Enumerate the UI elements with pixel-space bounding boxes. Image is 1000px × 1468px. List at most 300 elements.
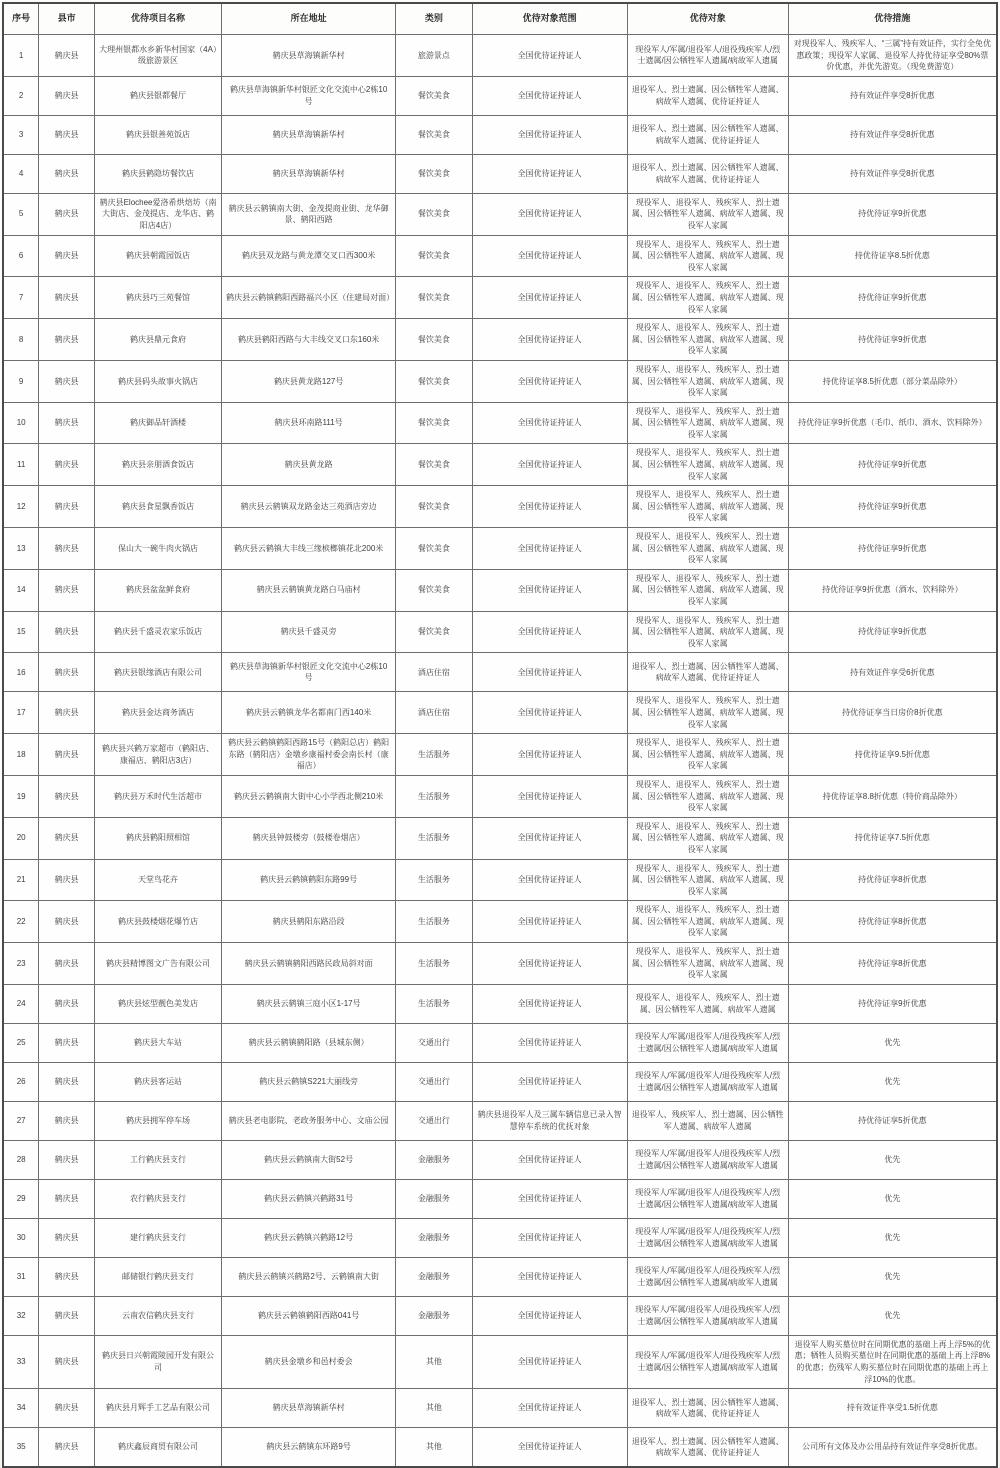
cell-county: 鹤庆县 [39, 115, 95, 154]
cell-county: 鹤庆县 [39, 1257, 95, 1296]
cell-scope: 全国优待证持证人 [472, 653, 627, 692]
table-row [3, 569, 997, 611]
cell-scope: 鹤庆县退役军人及三属车辆信息已录入智慧停车系统的优抚对象 [472, 1101, 627, 1140]
cell-category: 生活服务 [396, 901, 473, 943]
table-body [3, 35, 997, 1468]
table-row [3, 35, 997, 77]
cell-targets: 现役军人/军属/退役军人/退役残疾军人/烈士遗属/因公牺牲军人遗属/病故军人遗属 [627, 1179, 788, 1218]
header-address: 所在地址 [222, 3, 396, 35]
cell-county: 鹤庆县 [39, 734, 95, 776]
cell-scope: 全国优待证持证人 [472, 444, 627, 486]
cell-name: 鹤庆县大车站 [94, 1023, 221, 1062]
cell-county: 鹤庆县 [39, 1428, 95, 1468]
table-row [3, 943, 997, 985]
cell-measures: 持优待证享9折优惠 [788, 277, 997, 319]
cell-measures: 持优待证享8.5折优惠 [788, 235, 997, 277]
cell-category: 餐饮美食 [396, 444, 473, 486]
table-row [3, 1179, 997, 1218]
table-row [3, 1023, 997, 1062]
cell-scope: 全国优待证持证人 [472, 235, 627, 277]
cell-targets: 现役军人、退役军人、残疾军人、烈士遗属、因公牺牲军人遗属、病故军人遗属、现役军人家属 [627, 444, 788, 486]
cell-address: 鹤庆县云鹤镇S221大丽线旁 [222, 1062, 396, 1101]
cell-measures: 持优待证享9折优惠 [788, 444, 997, 486]
cell-name: 鹤庆县银善苑饭店 [94, 115, 221, 154]
cell-address: 鹤庆县环南路111号 [222, 402, 396, 444]
cell-address: 鹤庆县老电影院、老政务服务中心、文庙公园 [222, 1101, 396, 1140]
cell-name: 邮储银行鹤庆县支行 [94, 1257, 221, 1296]
cell-address: 鹤庆县云鹤镇南大街52号 [222, 1140, 396, 1179]
cell-targets: 现役军人、退役军人、残疾军人、烈士遗属、因公牺牲军人遗属、病故军人遗属、现役军人家属 [627, 901, 788, 943]
cell-county: 鹤庆县 [39, 528, 95, 570]
cell-name: 保山大一碗牛肉火锅店 [94, 528, 221, 570]
table-row [3, 115, 997, 154]
table-row [3, 528, 997, 570]
cell-county: 鹤庆县 [39, 1101, 95, 1140]
cell-county: 鹤庆县 [39, 943, 95, 985]
cell-name: 鹤庆县盆盆鲜食府 [94, 569, 221, 611]
header-category: 类别 [396, 3, 473, 35]
cell-county: 鹤庆县 [39, 1140, 95, 1179]
table-row [3, 154, 997, 193]
cell-county: 鹤庆县 [39, 76, 95, 115]
cell-targets: 退役军人、烈士遗属、因公牺牲军人遗属、病故军人遗属、优待证持证人 [627, 653, 788, 692]
cell-no: 30 [3, 1218, 39, 1257]
cell-no: 23 [3, 943, 39, 985]
cell-county: 鹤庆县 [39, 444, 95, 486]
cell-targets: 现役军人、退役军人、残疾军人、烈士遗属、因公牺牲军人遗属、病故军人遗属、现役军人家属 [627, 817, 788, 859]
table-row [3, 76, 997, 115]
cell-category: 其他 [396, 1335, 473, 1388]
table-row [3, 734, 997, 776]
cell-name: 鹤庆县金达商务酒店 [94, 692, 221, 734]
cell-county: 鹤庆县 [39, 569, 95, 611]
cell-name: 鹤庆县拥军停车场 [94, 1101, 221, 1140]
cell-scope: 全国优待证持证人 [472, 402, 627, 444]
cell-measures: 持优待证享9折优惠 [788, 984, 997, 1023]
cell-county: 鹤庆县 [39, 35, 95, 77]
cell-measures: 优先 [788, 1062, 997, 1101]
cell-no: 7 [3, 277, 39, 319]
header-scope: 优待对象范围 [472, 3, 627, 35]
header-targets: 优待对象 [627, 3, 788, 35]
cell-county: 鹤庆县 [39, 984, 95, 1023]
cell-measures: 持优待证享9折优惠 [788, 528, 997, 570]
table-row [3, 319, 997, 361]
cell-measures: 持优待证享7.5折优惠 [788, 817, 997, 859]
cell-name: 鹤庆县食星飘香饭店 [94, 486, 221, 528]
cell-targets: 现役军人/军属/退役军人/退役残疾军人/烈士遗属/因公牺牲军人遗属/病故军人遗属 [627, 1335, 788, 1388]
cell-county: 鹤庆县 [39, 901, 95, 943]
cell-targets: 现役军人/军属/退役军人/退役残疾军人/烈士遗属/因公牺牲军人遗属/病故军人遗属 [627, 1140, 788, 1179]
cell-name: 鹤庆县银都餐厅 [94, 76, 221, 115]
cell-address: 鹤庆县云鹤镇鹤阳路（县城东侧） [222, 1023, 396, 1062]
cell-no: 19 [3, 775, 39, 817]
cell-no: 8 [3, 319, 39, 361]
table-row [3, 1428, 997, 1468]
cell-targets: 退役军人、烈士遗属、因公牺牲军人遗属、病故军人遗属、优待证持证人 [627, 1389, 788, 1428]
cell-category: 金融服务 [396, 1218, 473, 1257]
cell-scope: 全国优待证持证人 [472, 1140, 627, 1179]
cell-address: 鹤庆县鹤阳西路与大丰线交叉口东160米 [222, 319, 396, 361]
cell-targets: 现役军人、退役军人、残疾军人、烈士遗属、因公牺牲军人遗属、病故军人遗属、现役军人家属 [627, 193, 788, 235]
cell-no: 32 [3, 1296, 39, 1335]
cell-no: 14 [3, 569, 39, 611]
cell-scope: 全国优待证持证人 [472, 901, 627, 943]
cell-targets: 现役军人、退役军人、残疾军人、烈士遗属、因公牺牲军人遗属、病故军人遗属、现役军人家属 [627, 734, 788, 776]
cell-targets: 现役军人、退役军人、残疾军人、烈士遗属、因公牺牲军人遗属、病故军人遗属、现役军人家属 [627, 859, 788, 901]
cell-category: 餐饮美食 [396, 360, 473, 402]
cell-address: 鹤庆县云鹤镇南大街中心小学西北侧210米 [222, 775, 396, 817]
cell-scope: 全国优待证持证人 [472, 1257, 627, 1296]
cell-measures: 持优待证享8折优惠 [788, 859, 997, 901]
cell-measures: 退役军人购买墓位时在同期优惠的基础上再上浮5%的优惠；牺牲人员购买墓位时在同期优惠的基础上再上浮8%的优惠；伤残军人购买墓位时在同期优惠的基础上再上浮10%的优惠。 [788, 1335, 997, 1388]
cell-targets: 退役军人、烈士遗属、因公牺牲军人遗属、病故军人遗属、优待证持证人 [627, 115, 788, 154]
cell-name: 鹤庆县银缘酒店有限公司 [94, 653, 221, 692]
cell-targets: 现役军人、退役军人、残疾军人、烈士遗属、因公牺牲军人遗属、病故军人遗属、现役军人家属 [627, 319, 788, 361]
cell-measures: 优先 [788, 1140, 997, 1179]
cell-scope: 全国优待证持证人 [472, 319, 627, 361]
cell-targets: 退役军人、残疾军人、烈士遗属、因公牺牲军人遗属、病故军人遗属 [627, 1101, 788, 1140]
cell-address: 鹤庆县云鹤镇大丰线三缘槟榔镇花北200米 [222, 528, 396, 570]
cell-measures: 持优待证享8.8折优惠（特价商品除外） [788, 775, 997, 817]
cell-address: 鹤庆县草海镇新华村 [222, 115, 396, 154]
cell-category: 生活服务 [396, 943, 473, 985]
cell-measures: 持优待证享9折优惠 [788, 611, 997, 653]
cell-category: 生活服务 [396, 984, 473, 1023]
cell-scope: 全国优待证持证人 [472, 193, 627, 235]
cell-address: 鹤庆县云鹤镇鹤阳西路041号 [222, 1296, 396, 1335]
cell-targets: 现役军人、退役军人、残疾军人、烈士遗属、因公牺牲军人遗属、病故军人遗属、现役军人家属 [627, 569, 788, 611]
cell-address: 鹤庆县云鹤镇黄龙路白马庙村 [222, 569, 396, 611]
cell-name: 鹤庆县千盛灵农家乐饭店 [94, 611, 221, 653]
cell-no: 11 [3, 444, 39, 486]
table-header-row [3, 3, 997, 35]
cell-name: 建行鹤庆县支行 [94, 1218, 221, 1257]
cell-scope: 全国优待证持证人 [472, 859, 627, 901]
cell-category: 交通出行 [396, 1023, 473, 1062]
cell-category: 旅游景点 [396, 35, 473, 77]
cell-targets: 现役军人/军属/退役军人/退役残疾军人/烈士遗属/因公牺牲军人遗属/病故军人遗属 [627, 1062, 788, 1101]
cell-scope: 全国优待证持证人 [472, 1179, 627, 1218]
cell-no: 16 [3, 653, 39, 692]
cell-targets: 现役军人/军属/退役军人/退役残疾军人/烈士遗属/因公牺牲军人遗属/病故军人遗属 [627, 1257, 788, 1296]
cell-address: 鹤庆县黄龙路127号 [222, 360, 396, 402]
cell-scope: 全国优待证持证人 [472, 943, 627, 985]
cell-name: 云南农信鹤庆县支行 [94, 1296, 221, 1335]
cell-address: 鹤庆县草海镇新华村 [222, 35, 396, 77]
cell-measures: 持优待证享当日房价8折优惠 [788, 692, 997, 734]
cell-category: 餐饮美食 [396, 569, 473, 611]
cell-scope: 全国优待证持证人 [472, 1062, 627, 1101]
cell-scope: 全国优待证持证人 [472, 611, 627, 653]
cell-no: 26 [3, 1062, 39, 1101]
table-row [3, 1062, 997, 1101]
table-row [3, 444, 997, 486]
cell-name: 农行鹤庆县支行 [94, 1179, 221, 1218]
cell-measures: 持优待证享8.5折优惠（部分菜品除外） [788, 360, 997, 402]
cell-targets: 现役军人、退役军人、残疾军人、烈士遗属、因公牺牲军人遗属、病故军人遗属、现役军人家属 [627, 235, 788, 277]
cell-no: 34 [3, 1389, 39, 1428]
cell-category: 其他 [396, 1389, 473, 1428]
cell-measures: 持优待证享9折优惠 [788, 486, 997, 528]
cell-address: 鹤庆县云鹤镇鹤阳西路15号（鹤阳总店）鹤阳东路（鹤阳店）金墩乡康福村委会南长村（康福店） [222, 734, 396, 776]
cell-category: 生活服务 [396, 775, 473, 817]
cell-measures: 持有效证件享受6折优惠 [788, 653, 997, 692]
cell-name: 鹤庆县Elochee爱洛希烘焙坊（南大街店、金茂提店、龙华店、鹤阳店4店） [94, 193, 221, 235]
cell-targets: 退役军人、烈士遗属、因公牺牲军人遗属、病故军人遗属、优待证持证人 [627, 1428, 788, 1468]
cell-targets: 现役军人、退役军人、残疾军人、烈士遗属、因公牺牲军人遗属、病故军人遗属、现役军人家属 [627, 486, 788, 528]
cell-county: 鹤庆县 [39, 1218, 95, 1257]
cell-county: 鹤庆县 [39, 1179, 95, 1218]
cell-address: 鹤庆县钟鼓楼旁（鼓楼卷烟店） [222, 817, 396, 859]
table-row [3, 859, 997, 901]
cell-county: 鹤庆县 [39, 1062, 95, 1101]
cell-category: 餐饮美食 [396, 319, 473, 361]
cell-name: 大理州银都水乡新华村国家（4A）级旅游景区 [94, 35, 221, 77]
cell-no: 10 [3, 402, 39, 444]
cell-address: 鹤庆县云鹤镇南大街、金茂提商业街、龙华御景、鹤阳西路 [222, 193, 396, 235]
table-row [3, 984, 997, 1023]
cell-no: 3 [3, 115, 39, 154]
cell-name: 鹤庆县客运站 [94, 1062, 221, 1101]
table-row [3, 1257, 997, 1296]
cell-county: 鹤庆县 [39, 277, 95, 319]
cell-scope: 全国优待证持证人 [472, 1389, 627, 1428]
cell-no: 29 [3, 1179, 39, 1218]
cell-scope: 全国优待证持证人 [472, 76, 627, 115]
cell-county: 鹤庆县 [39, 235, 95, 277]
cell-no: 6 [3, 235, 39, 277]
cell-category: 餐饮美食 [396, 154, 473, 193]
cell-category: 餐饮美食 [396, 277, 473, 319]
cell-address: 鹤庆县云鹤镇兴鹤路31号 [222, 1179, 396, 1218]
cell-no: 27 [3, 1101, 39, 1140]
cell-name: 鹤庆御品轩酒楼 [94, 402, 221, 444]
cell-scope: 全国优待证持证人 [472, 360, 627, 402]
cell-county: 鹤庆县 [39, 817, 95, 859]
cell-county: 鹤庆县 [39, 692, 95, 734]
cell-category: 金融服务 [396, 1257, 473, 1296]
cell-targets: 现役军人/军属/退役军人/退役残疾军人/烈士遗属/因公牺牲军人遗属/病故军人遗属 [627, 1218, 788, 1257]
cell-measures: 持有效证件享受8折优惠 [788, 76, 997, 115]
cell-category: 酒店住宿 [396, 653, 473, 692]
cell-category: 其他 [396, 1428, 473, 1468]
cell-name: 鹤庆县鹤隐坊餐饮店 [94, 154, 221, 193]
cell-no: 17 [3, 692, 39, 734]
cell-scope: 全国优待证持证人 [472, 277, 627, 319]
cell-targets: 现役军人、退役军人、残疾军人、烈士遗属、因公牺牲军人遗属、病故军人遗属、现役军人家属 [627, 775, 788, 817]
cell-scope: 全国优待证持证人 [472, 1218, 627, 1257]
cell-scope: 全国优待证持证人 [472, 35, 627, 77]
cell-county: 鹤庆县 [39, 775, 95, 817]
cell-no: 31 [3, 1257, 39, 1296]
cell-scope: 全国优待证持证人 [472, 1335, 627, 1388]
cell-address: 鹤庆县鹤阳东路沿段 [222, 901, 396, 943]
cell-scope: 全国优待证持证人 [472, 115, 627, 154]
cell-name: 鹤庆县日兴朝霞陵园开发有限公司 [94, 1335, 221, 1388]
cell-measures: 优先 [788, 1179, 997, 1218]
cell-targets: 退役军人、烈士遗属、因公牺牲军人遗属、病故军人遗属、优待证持证人 [627, 76, 788, 115]
cell-county: 鹤庆县 [39, 653, 95, 692]
cell-measures: 持有效证件享受8折优惠 [788, 154, 997, 193]
cell-no: 28 [3, 1140, 39, 1179]
cell-measures: 持优待证享9折优惠 [788, 319, 997, 361]
cell-no: 15 [3, 611, 39, 653]
cell-county: 鹤庆县 [39, 154, 95, 193]
cell-address: 鹤庆县草海镇新华村银匠文化交流中心2栋10号 [222, 76, 396, 115]
cell-category: 金融服务 [396, 1296, 473, 1335]
cell-measures: 持有效证件享受1.5折优惠 [788, 1389, 997, 1428]
cell-name: 鹤庆县鼓楼烟花爆竹店 [94, 901, 221, 943]
header-name: 优待项目名称 [94, 3, 221, 35]
cell-targets: 现役军人、退役军人、残疾军人、烈士遗属、因公牺牲军人遗属、病故军人遗属、现役军人家属 [627, 611, 788, 653]
cell-address: 鹤庆县云鹤镇鹤阳西路民政局斜对面 [222, 943, 396, 985]
cell-no: 24 [3, 984, 39, 1023]
cell-scope: 全国优待证持证人 [472, 984, 627, 1023]
cell-scope: 全国优待证持证人 [472, 1428, 627, 1468]
cell-category: 餐饮美食 [396, 76, 473, 115]
cell-targets: 现役军人/军属/退役军人/退役残疾军人/烈士遗属/因公牺牲军人遗属/病故军人遗属 [627, 1023, 788, 1062]
cell-county: 鹤庆县 [39, 402, 95, 444]
cell-category: 生活服务 [396, 734, 473, 776]
cell-name: 鹤庆县朝霞园饭店 [94, 235, 221, 277]
cell-scope: 全国优待证持证人 [472, 486, 627, 528]
cell-scope: 全国优待证持证人 [472, 154, 627, 193]
header-no: 序号 [3, 3, 39, 35]
cell-category: 交通出行 [396, 1062, 473, 1101]
cell-no: 1 [3, 35, 39, 77]
cell-name: 鹤庆县万禾时代生活超市 [94, 775, 221, 817]
cell-name: 天堂鸟花卉 [94, 859, 221, 901]
cell-scope: 全国优待证持证人 [472, 734, 627, 776]
cell-address: 鹤庆县云鹤镇龙华名都南门西140米 [222, 692, 396, 734]
cell-scope: 全国优待证持证人 [472, 1296, 627, 1335]
cell-no: 13 [3, 528, 39, 570]
cell-category: 餐饮美食 [396, 486, 473, 528]
cell-scope: 全国优待证持证人 [472, 528, 627, 570]
cell-address: 鹤庆县千盛灵旁 [222, 611, 396, 653]
cell-category: 交通出行 [396, 1101, 473, 1140]
cell-targets: 现役军人、退役军人、残疾军人、烈士遗属、因公牺牲军人遗属、病故军人遗属、现役军人家属 [627, 528, 788, 570]
cell-county: 鹤庆县 [39, 360, 95, 402]
cell-name: 工行鹤庆县支行 [94, 1140, 221, 1179]
cell-targets: 现役军人/军属/退役军人/退役残疾军人/烈士遗属/因公牺牲军人遗属/病故军人遗属 [627, 35, 788, 77]
table-row [3, 817, 997, 859]
cell-county: 鹤庆县 [39, 611, 95, 653]
cell-measures: 持优待证享8折优惠 [788, 901, 997, 943]
cell-category: 酒店住宿 [396, 692, 473, 734]
cell-no: 25 [3, 1023, 39, 1062]
cell-targets: 现役军人、退役军人、残疾军人、烈士遗属、因公牺牲军人遗属、病故军人遗属、现役军人家属 [627, 277, 788, 319]
cell-category: 餐饮美食 [396, 115, 473, 154]
cell-category: 金融服务 [396, 1179, 473, 1218]
cell-address: 鹤庆县草海镇新华村银匠文化交流中心2栋10号 [222, 653, 396, 692]
cell-name: 鹤庆县巧三苑餐馆 [94, 277, 221, 319]
cell-measures: 持优待证享9折优惠（毛巾、纸巾、酒水、饮料除外） [788, 402, 997, 444]
table-row [3, 1140, 997, 1179]
table-row [3, 1335, 997, 1388]
cell-scope: 全国优待证持证人 [472, 692, 627, 734]
table-row [3, 486, 997, 528]
cell-measures: 优先 [788, 1257, 997, 1296]
cell-targets: 现役军人/军属/退役军人/退役残疾军人/烈士遗属/因公牺牲军人遗属/病故军人遗属 [627, 1296, 788, 1335]
cell-address: 鹤庆县云鹤镇兴鹤路12号 [222, 1218, 396, 1257]
cell-scope: 全国优待证持证人 [472, 775, 627, 817]
cell-targets: 退役军人、烈士遗属、因公牺牲军人遗属、病故军人遗属、优待证持证人 [627, 154, 788, 193]
cell-category: 餐饮美食 [396, 235, 473, 277]
cell-measures: 优先 [788, 1023, 997, 1062]
cell-measures: 持优待证享9折优惠（酒水、饮料除外） [788, 569, 997, 611]
cell-name: 鹤庆县鼎元食府 [94, 319, 221, 361]
cell-measures: 对现役军人、残疾军人、“三属”持有效证件，实行全免优惠政策；现役军人家属、退役军人持优待证享受80%票价优惠，并优先游览。（现免费游览） [788, 35, 997, 77]
cell-targets: 现役军人、退役军人、残疾军人、烈士遗属、因公牺牲军人遗属、病故军人遗属、现役军人家属 [627, 360, 788, 402]
cell-scope: 全国优待证持证人 [472, 1023, 627, 1062]
cell-category: 餐饮美食 [396, 193, 473, 235]
cell-no: 22 [3, 901, 39, 943]
cell-no: 2 [3, 76, 39, 115]
cell-county: 鹤庆县 [39, 1389, 95, 1428]
cell-address: 鹤庆县云鹤镇鹤阳东路99号 [222, 859, 396, 901]
cell-targets: 现役军人、退役军人、残疾军人、烈士遗属、因公牺牲军人遗属、病故军人遗属、现役军人家属 [627, 943, 788, 985]
table-row [3, 901, 997, 943]
cell-address: 鹤庆县双龙路与黄龙潭交叉口西300米 [222, 235, 396, 277]
cell-category: 金融服务 [396, 1140, 473, 1179]
cell-targets: 现役军人、退役军人、残疾军人、烈士遗属、因公牺牲军人遗属、病故军人遗属、现役军人家属 [627, 402, 788, 444]
table-row [3, 611, 997, 653]
cell-measures: 持有效证件享受8折优惠 [788, 115, 997, 154]
cell-category: 餐饮美食 [396, 402, 473, 444]
cell-county: 鹤庆县 [39, 1335, 95, 1388]
table-row [3, 360, 997, 402]
cell-measures: 公司所有文体及办公用品持有效证件享受8折优惠。 [788, 1428, 997, 1468]
cell-measures: 优先 [788, 1296, 997, 1335]
preferential-treatment-table [2, 2, 998, 1468]
table-row [3, 402, 997, 444]
cell-no: 35 [3, 1428, 39, 1468]
cell-measures: 持优待证享9.5折优惠 [788, 734, 997, 776]
table-row [3, 1218, 997, 1257]
header-measures: 优待措施 [788, 3, 997, 35]
cell-address: 鹤庆县云鹤镇鹤阳西路福兴小区（住建局对面） [222, 277, 396, 319]
cell-category: 餐饮美食 [396, 528, 473, 570]
cell-name: 鹤庆县鹤阳照相馆 [94, 817, 221, 859]
cell-no: 20 [3, 817, 39, 859]
cell-targets: 现役军人、退役军人、残疾军人、烈士遗属、因公牺牲军人遗属、病故军人遗属、现役军人家属 [627, 692, 788, 734]
cell-address: 鹤庆县黄龙路 [222, 444, 396, 486]
cell-address: 鹤庆县云鹤镇双龙路金达三苑酒店旁边 [222, 486, 396, 528]
cell-county: 鹤庆县 [39, 1296, 95, 1335]
cell-name: 鹤庆县码头故事火锅店 [94, 360, 221, 402]
cell-name: 鹤庆县精博图文广告有限公司 [94, 943, 221, 985]
cell-name: 鹤庆县亲朋酒食饭店 [94, 444, 221, 486]
cell-address: 鹤庆县云鹤镇东环路9号 [222, 1428, 396, 1468]
cell-no: 4 [3, 154, 39, 193]
cell-county: 鹤庆县 [39, 486, 95, 528]
table-row [3, 1389, 997, 1428]
cell-county: 鹤庆县 [39, 1023, 95, 1062]
cell-address: 鹤庆县金墩乡和邑村委会 [222, 1335, 396, 1388]
cell-name: 鹤庆鑫辰商贸有限公司 [94, 1428, 221, 1468]
cell-no: 18 [3, 734, 39, 776]
cell-address: 鹤庆县草海镇新华村 [222, 154, 396, 193]
cell-scope: 全国优待证持证人 [472, 817, 627, 859]
cell-no: 5 [3, 193, 39, 235]
cell-county: 鹤庆县 [39, 319, 95, 361]
table-row [3, 1296, 997, 1335]
cell-measures: 持优待证享5折优惠 [788, 1101, 997, 1140]
table-row [3, 277, 997, 319]
cell-no: 9 [3, 360, 39, 402]
